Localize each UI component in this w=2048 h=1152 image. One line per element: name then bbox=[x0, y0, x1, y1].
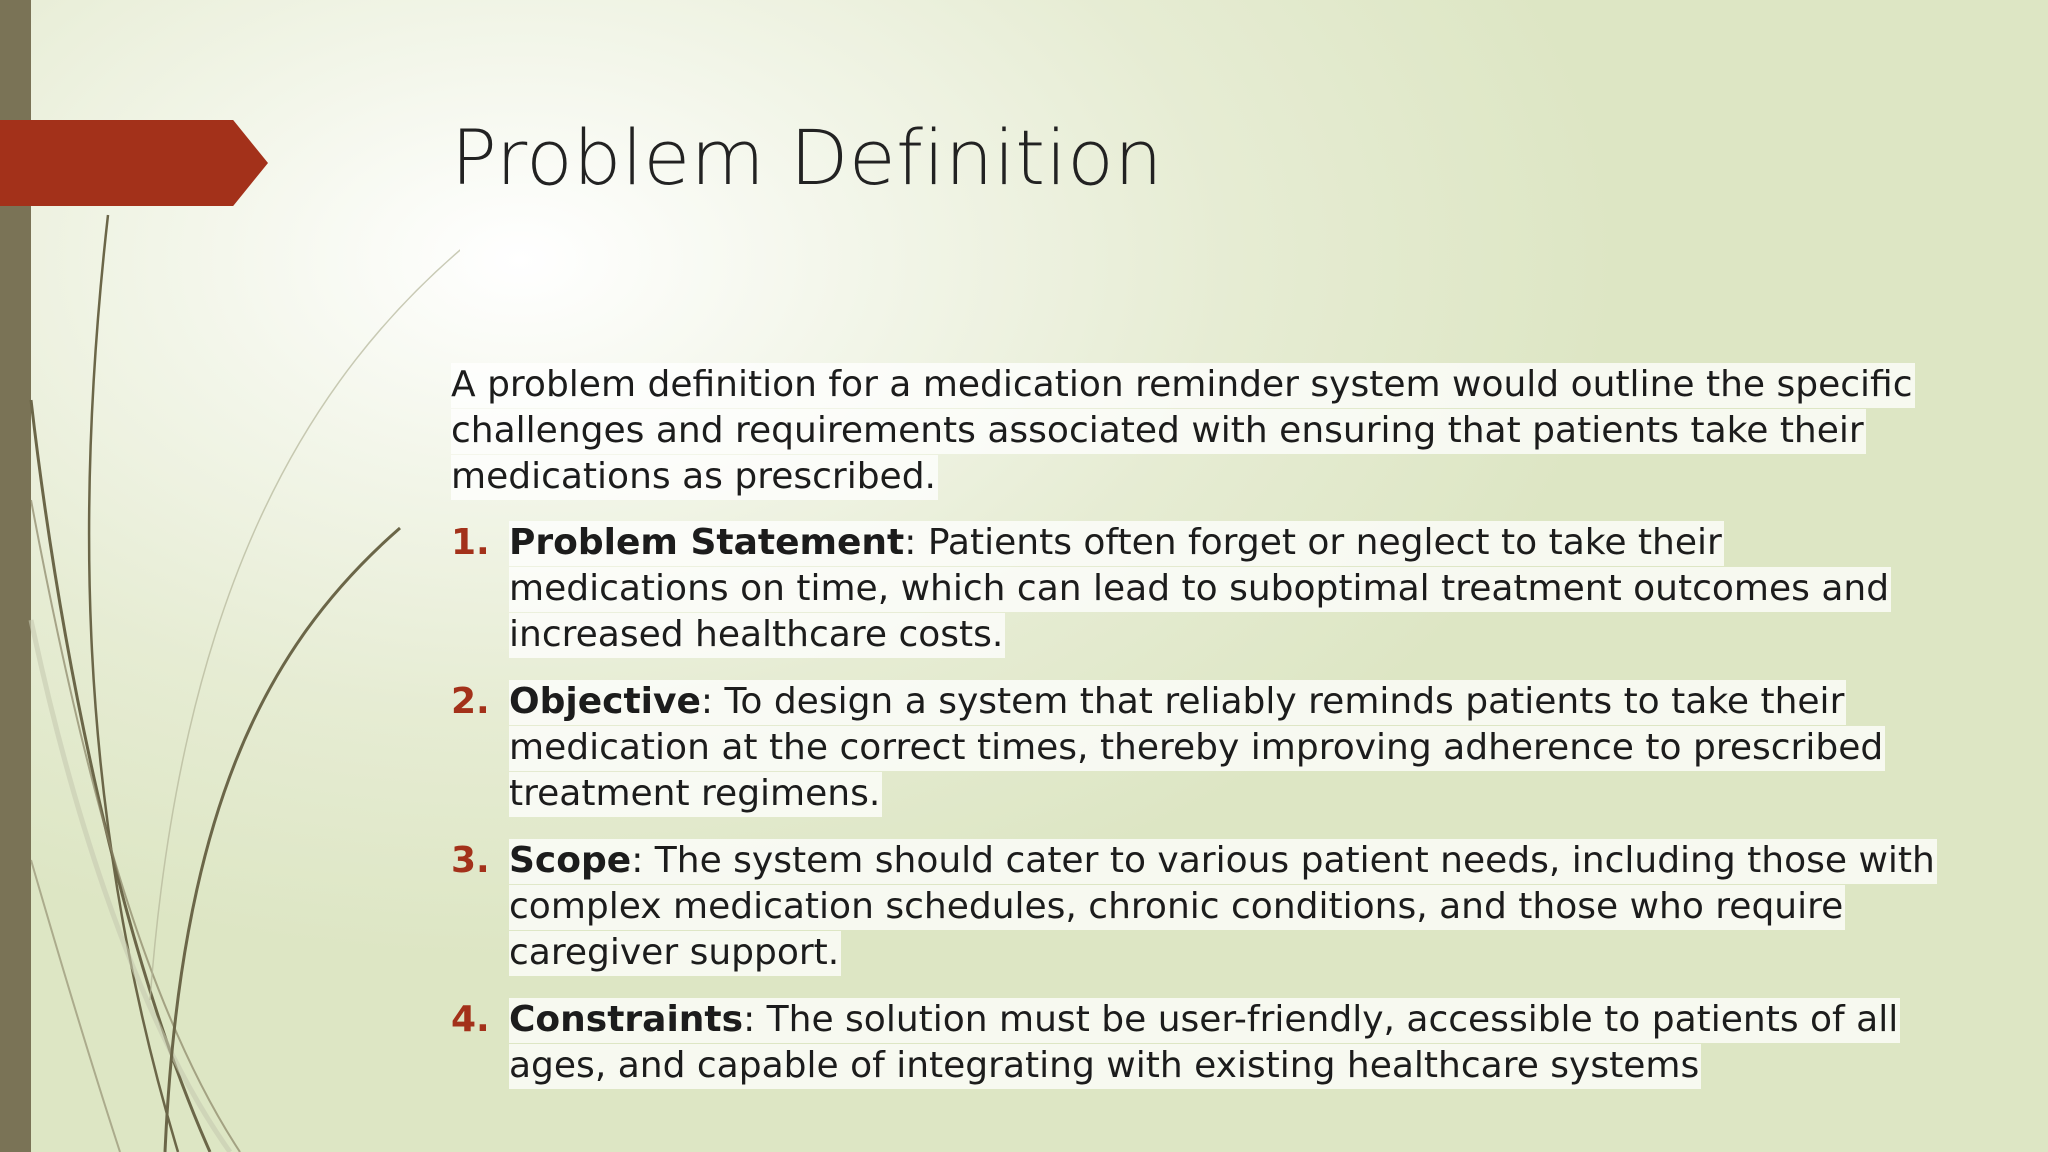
item-term: Problem Statement bbox=[509, 522, 905, 563]
item-term: Constraints bbox=[509, 999, 744, 1040]
title-arrow-tab bbox=[0, 120, 268, 206]
item-text: : Patients often forget or neglect to take their medications on time, which can lead to suboptimal treatment outcomes and increased healthcare costs. bbox=[509, 522, 1890, 655]
list-item bbox=[451, 520, 1941, 658]
item-content bbox=[509, 521, 1891, 658]
list-item bbox=[451, 997, 1941, 1089]
item-content bbox=[509, 680, 1885, 817]
list-item bbox=[451, 838, 1941, 976]
item-number: 4. bbox=[451, 999, 490, 1040]
item-term: Scope bbox=[509, 840, 632, 881]
item-number: 3. bbox=[451, 840, 490, 881]
item-text: : The solution must be user-friendly, accessible to patients of all ages, and capable of integrating with existing healthcare systems bbox=[509, 999, 1899, 1086]
item-text: : The system should cater to various patient needs, including those with complex medication schedules, chronic conditions, and those who require caregiver support. bbox=[509, 840, 1935, 973]
item-content bbox=[509, 998, 1900, 1089]
item-number: 2. bbox=[451, 681, 490, 722]
item-term: Objective bbox=[509, 681, 701, 722]
problem-list bbox=[451, 520, 1941, 1089]
slide-body bbox=[451, 362, 1941, 1110]
intro-text: A problem definition for a medication reminder system would outline the specific challenges and requirements associated with ensuring that patients take their medications as prescribed. bbox=[451, 363, 1915, 500]
item-number: 1. bbox=[451, 522, 490, 563]
item-text: : To design a system that reliably reminds patients to take their medication at the correct times, thereby improving adherence to prescribed treatment regimens. bbox=[509, 681, 1884, 814]
item-content bbox=[509, 839, 1937, 976]
intro-paragraph bbox=[451, 362, 1941, 500]
slide-title: Problem Definition bbox=[451, 113, 1163, 202]
list-item bbox=[451, 679, 1941, 817]
